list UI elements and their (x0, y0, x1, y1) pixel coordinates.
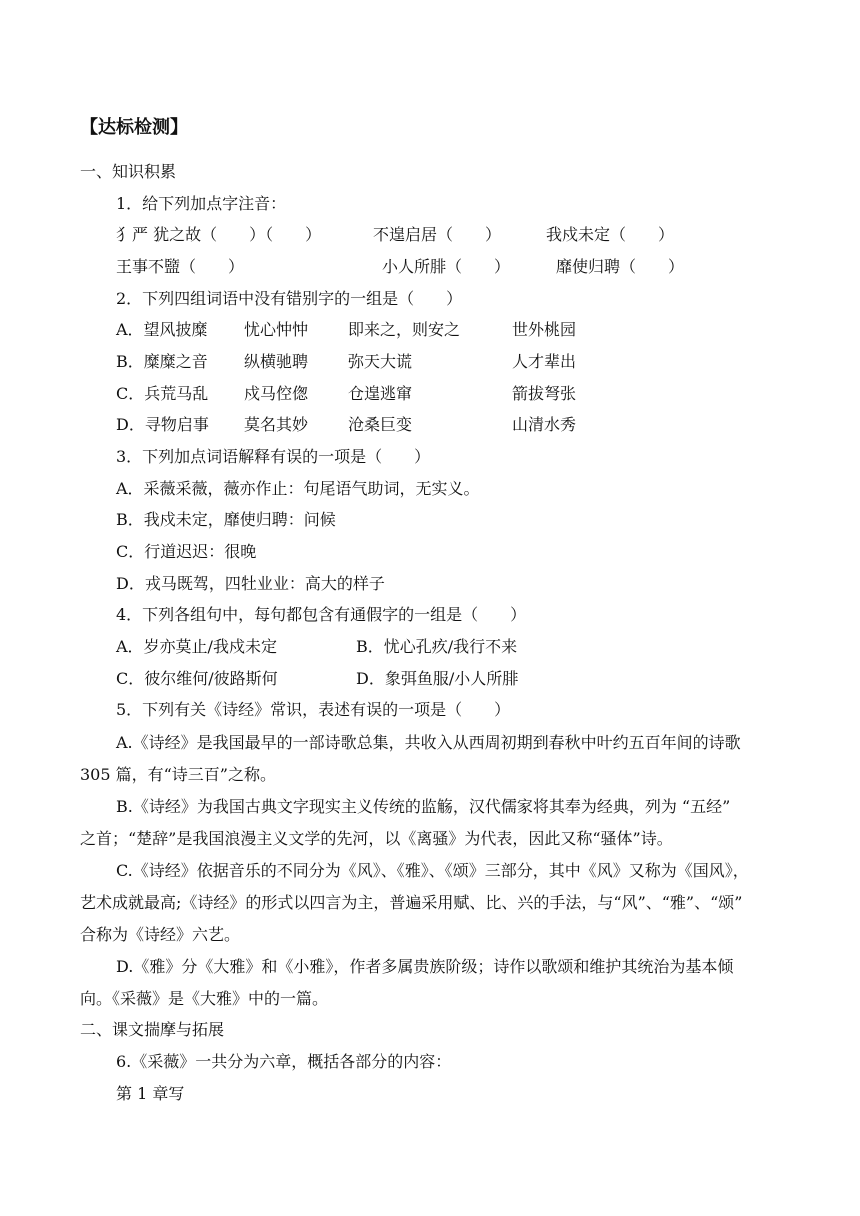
q6-chapter1: 第 1 章写 (116, 1084, 185, 1103)
q3-option: C．行道迟迟：很晚 (116, 542, 257, 561)
q6-stem: 6.《采薇》一共分为六章，概括各部分的内容： (116, 1052, 452, 1071)
q2-option-cell: 戍马倥偬 (244, 384, 309, 403)
q3-option: B．我戍未定，靡使归聘：问候 (116, 510, 336, 529)
q4-option: B．忧心孔疚/我行不来 (356, 637, 518, 656)
section2-title: 二、课文揣摩与拓展 (80, 1020, 225, 1039)
q2-option-cell: 即来之，则安之 (348, 320, 461, 339)
q3-option: D．戎马既驾，四牡业业：高大的样子 (116, 574, 385, 593)
q2-option-cell: B．糜糜之音 (116, 352, 208, 371)
q5-option-a-line: A.《诗经》是我国最早的一部诗歌总集，共收入从西周初期到春秋中叶约五百年间的诗歌 (116, 733, 741, 752)
q4-stem: 4．下列各组句中，每句都包含有通假字的一组是（ ） (116, 605, 527, 624)
q3-option: A．采薇采薇，薇亦作止：句尾语气助词，无实义。 (116, 479, 480, 498)
q1-item: 靡使归聘（ ） (556, 257, 685, 276)
q4-option: D．象弭鱼服/小人所腓 (356, 669, 519, 688)
q2-option-cell: 箭拔弩张 (512, 384, 577, 403)
q2-option-cell: A．望风披糜 (116, 320, 208, 339)
q2-option-cell: D．寻物启事 (116, 415, 209, 434)
q2-option-cell: 纵横驰聘 (244, 352, 309, 371)
q1-item: 不遑启居（ ） (373, 225, 502, 244)
q3-stem: 3．下列加点词语解释有误的一项是（ ） (116, 447, 431, 466)
q2-option-cell: 人才辈出 (512, 352, 577, 371)
q5-option-b-line: 之首；“楚辞”是我国浪漫主义文学的先河，以《离骚》为代表，因此又称“骚体”诗。 (80, 829, 673, 848)
q2-stem: 2．下列四组词语中没有错别字的一组是（ ） (116, 289, 463, 308)
q2-option-cell: 弥天大谎 (348, 352, 413, 371)
q5-stem: 5．下列有关《诗经》常识，表述有误的一项是（ ） (116, 700, 511, 719)
q5-option-b-line: B.《诗经》为我国古典文字现实主义传统的监觞，汉代儒家将其奉为经典，列为 “五经” (116, 797, 731, 816)
q4-option: C．彼尔维何/彼路斯何 (116, 669, 278, 688)
q2-option-cell: 莫名其妙 (244, 415, 309, 434)
q5-option-c-line: 艺术成就最高;《诗经》的形式以四言为主，普遍采用赋、比、兴的手法，与“风”、“雅”、“颂” (80, 893, 743, 912)
q1-item: 犭严 犹之故（ ）（ ） (116, 225, 322, 244)
page-heading: 【达标检测】 (80, 117, 188, 138)
q1-item: 小人所腓（ ） (382, 257, 511, 276)
q5-option-a-line: 305 篇，有“诗三百”之称。 (80, 765, 276, 784)
q5-option-d-line: D.《雅》分《大雅》和《小雅》，作者多属贵族阶级；诗作以歌颂和维护其统治为基本倾 (116, 957, 734, 976)
q1-item: 我戍未定（ ） (546, 225, 675, 244)
q1-item: 王事不盬（ ） (116, 257, 245, 276)
q2-option-cell: C．兵荒马乱 (116, 384, 209, 403)
q5-option-c-line: C.《诗经》依据音乐的不同分为《风》、《雅》、《颂》三部分，其中《风》又称为《国风》， (116, 861, 749, 880)
q2-option-cell: 山清水秀 (512, 415, 577, 434)
q4-option: A．岁亦莫止/我戍未定 (116, 637, 277, 656)
q1-stem: 1．给下列加点字注音： (116, 194, 287, 213)
q5-option-d-line: 向。《采薇》是《大雅》中的一篇。 (80, 989, 329, 1008)
q2-option-cell: 仓遑逃窜 (348, 384, 413, 403)
q2-option-cell: 沧桑巨变 (348, 415, 413, 434)
section1-title: 一、知识积累 (80, 162, 177, 181)
q5-option-c-line: 合称为《诗经》六艺。 (80, 925, 241, 944)
q2-option-cell: 忧心忡忡 (244, 320, 309, 339)
q2-option-cell: 世外桃园 (512, 320, 577, 339)
